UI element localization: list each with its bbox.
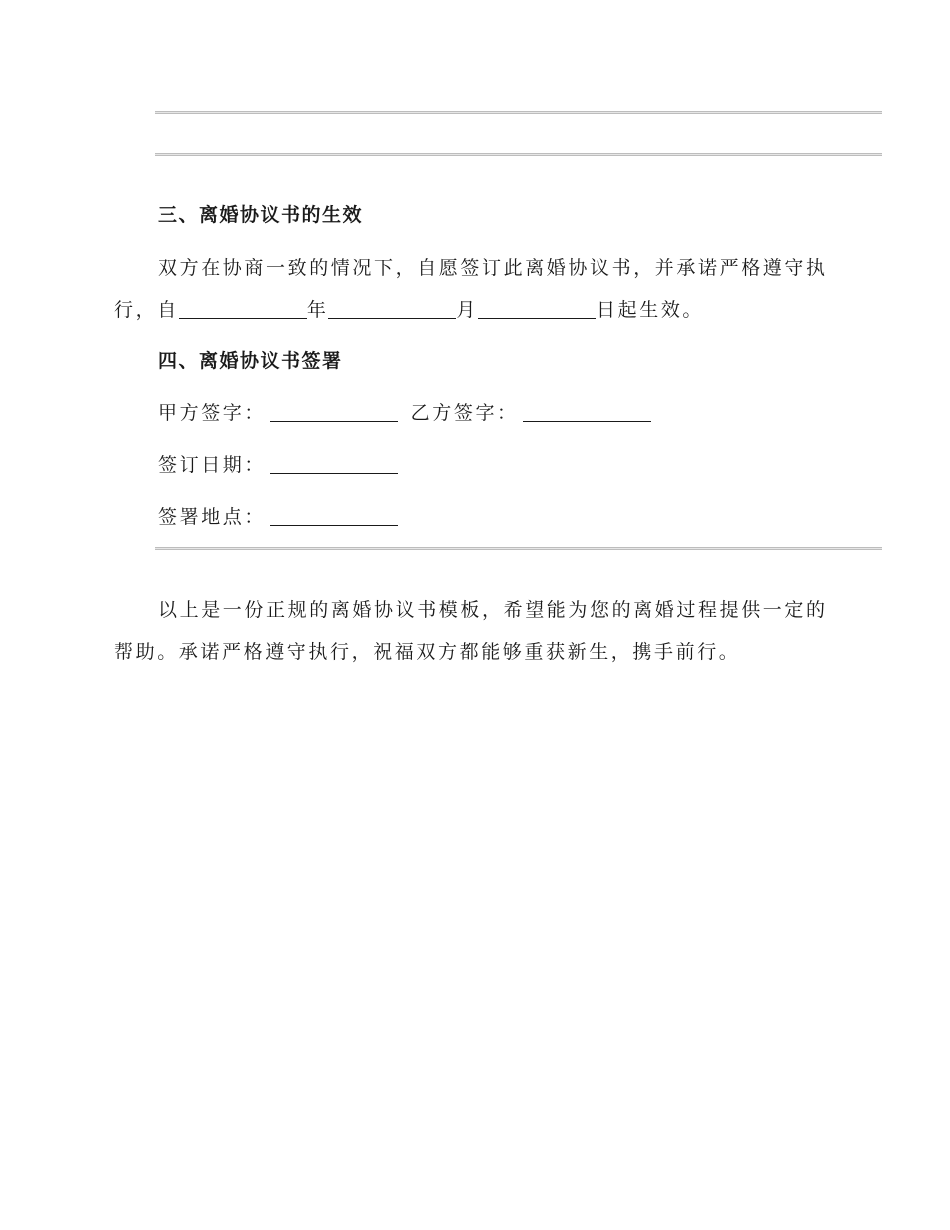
closing-line1: 以上是一份正规的离婚协议书模板，希望能为您的离婚过程提供一定的 <box>158 599 828 621</box>
place-row <box>158 502 398 529</box>
month-blank[interactable] <box>328 300 456 319</box>
party-b-signature-blank[interactable] <box>523 403 651 422</box>
section3-heading: 三、离婚协议书的生效 <box>158 204 364 226</box>
day-blank[interactable] <box>478 300 596 319</box>
date-row <box>158 450 398 477</box>
year-blank[interactable] <box>179 300 307 319</box>
party-a-signature-blank[interactable] <box>270 403 398 422</box>
date-label: 签订日期： <box>158 454 267 476</box>
divider-top-2 <box>155 153 882 156</box>
closing-line2: 帮助。承诺严格遵守执行，祝福双方都能够重获新生，携手前行。 <box>114 641 741 663</box>
party-a-label: 甲方签字： <box>158 402 267 424</box>
divider-top-1 <box>155 111 882 114</box>
effective-prefix: 行，自 <box>114 299 179 321</box>
divider-bottom <box>155 547 882 550</box>
date-blank[interactable] <box>270 455 398 474</box>
section3-paragraph-line1: 双方在协商一致的情况下，自愿签订此离婚协议书，并承诺严格遵守执 <box>158 257 828 279</box>
place-blank[interactable] <box>270 507 398 526</box>
month-label: 月 <box>456 299 479 321</box>
signature-row <box>158 398 651 425</box>
party-b-label: 乙方签字： <box>410 402 519 424</box>
section3-paragraph-line2 <box>114 295 704 322</box>
section4-heading: 四、离婚协议书签署 <box>158 350 343 372</box>
year-label: 年 <box>306 299 329 321</box>
place-label: 签署地点： <box>158 506 267 528</box>
day-suffix: 日起生效。 <box>596 299 705 321</box>
